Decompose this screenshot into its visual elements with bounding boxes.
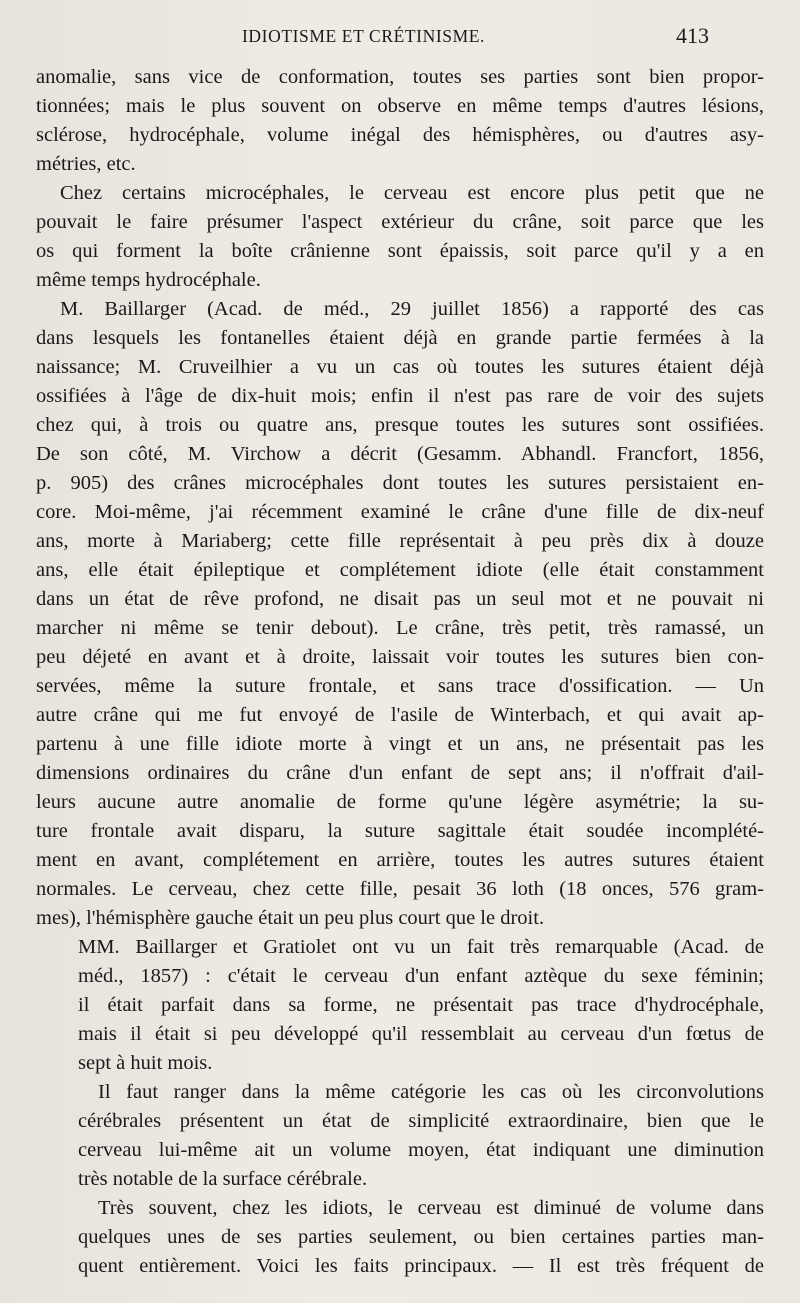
text-line: os qui forment la boîte crânienne sont épaissis, soit parce qu'il y a en — [36, 240, 764, 262]
text-line: dans un état de rêve profond, ne disait pas un seul mot et ne pouvait ni — [36, 588, 764, 610]
running-title: IDIOTISME ET CRÉTINISME. — [242, 26, 486, 46]
text-line: sclérose, hydrocéphale, volume inégal des hémisphères, ou d'autres asy- — [36, 124, 764, 146]
text-line: ment en avant, complétement en arrière, toutes les autres sutures étaient — [36, 849, 764, 871]
text-line: même temps hydrocéphale. — [36, 269, 261, 291]
text-line: tionnées; mais le plus souvent on observe en même temps d'autres lésions, — [36, 95, 764, 117]
text-line: quelques unes de ses parties seulement, ou bien certaines parties man- — [78, 1226, 764, 1248]
text-line: normales. Le cerveau, chez cette fille, pesait 36 loth (18 onces, 576 gram- — [36, 878, 764, 900]
text-line: chez qui, à trois ou quatre ans, presque toutes les sutures sont ossifiées. — [36, 414, 764, 436]
text-line: cérébrales présentent un état de simplicité extraordinaire, bien que le — [78, 1110, 764, 1132]
text-line: Il faut ranger dans la même catégorie les cas où les circonvolutions — [98, 1081, 764, 1103]
text-line: core. Moi-même, j'ai récemment examiné le crâne d'une fille de dix-neuf — [36, 501, 764, 523]
page-number: 413 — [676, 23, 709, 48]
text-line: marcher ni même se tenir debout). Le crâne, très petit, très ramassé, un — [36, 617, 764, 639]
text-line: naissance; M. Cruveilhier a vu un cas où toutes les sutures étaient déjà — [36, 356, 764, 378]
text-line: métries, etc. — [36, 153, 136, 175]
text-line: ans, morte à Mariaberg; cette fille représentait à peu près dix à douze — [36, 530, 764, 552]
text-line: Chez certains microcéphales, le cerveau est encore plus petit que ne — [60, 182, 764, 204]
text-line: M. Baillarger (Acad. de méd., 29 juillet 1856) a rapporté des cas — [60, 298, 764, 320]
text-line: pouvait le faire présumer l'aspect extérieur du crâne, soit parce que les — [36, 211, 764, 233]
text-line: ans, elle était épileptique et complétement idiote (elle était constamment — [36, 559, 764, 581]
text-line: quent entièrement. Voici les faits principaux. — Il est très fréquent de — [78, 1255, 764, 1277]
text-line: mais il était si peu développé qu'il ressemblait au cerveau d'un fœtus de — [78, 1023, 764, 1045]
text-line: MM. Baillarger et Gratiolet ont vu un fait très remarquable (Acad. de — [78, 936, 764, 958]
text-line: partenu à une fille idiote morte à vingt et un ans, ne présentait pas les — [36, 733, 764, 755]
text-line: sept à huit mois. — [78, 1052, 213, 1074]
text-line: cerveau lui-même ait un volume moyen, état indiquant une diminution — [78, 1139, 764, 1161]
text-line: ossifiées à l'âge de dix-huit mois; enfin il n'est pas rare de voir des sujets — [36, 385, 764, 407]
text-line: méd., 1857) : c'était le cerveau d'un enfant aztèque du sexe féminin; — [78, 965, 764, 987]
text-line: dans lesquels les fontanelles étaient déjà en grande partie fermées à la — [36, 327, 764, 349]
page-header — [0, 23, 800, 56]
text-line: autre crâne qui me fut envoyé de l'asile de Winterbach, et qui avait ap- — [36, 704, 764, 726]
text-line: très notable de la surface cérébrale. — [78, 1168, 368, 1190]
text-line: dimensions ordinaires du crâne d'un enfant de sept ans; il n'offrait d'ail- — [36, 762, 764, 784]
text-line: p. 905) des crânes microcéphales dont toutes les sutures persistaient en- — [36, 472, 764, 494]
text-line: ture frontale avait disparu, la suture sagittale était soudée incomplété- — [36, 820, 764, 842]
text-line: il était parfait dans sa forme, ne présentait pas trace d'hydrocéphale, — [78, 994, 764, 1016]
text-line: anomalie, sans vice de conformation, toutes ses parties sont bien propor- — [36, 66, 764, 88]
text-line: peu déjeté en avant et à droite, laissait voir toutes les sutures bien con- — [36, 646, 764, 668]
text-line: leurs aucune autre anomalie de forme qu'une légère asymétrie; la su- — [36, 791, 764, 813]
text-line: De son côté, M. Virchow a décrit (Gesamm. Abhandl. Francfort, 1856, — [36, 443, 764, 465]
text-line: mes), l'hémisphère gauche était un peu plus court que le droit. — [36, 907, 545, 929]
text-line: servées, même la suture frontale, et sans trace d'ossification. — Un — [36, 675, 764, 697]
text-line: Très souvent, chez les idiots, le cerveau est diminué de volume dans — [98, 1197, 764, 1219]
